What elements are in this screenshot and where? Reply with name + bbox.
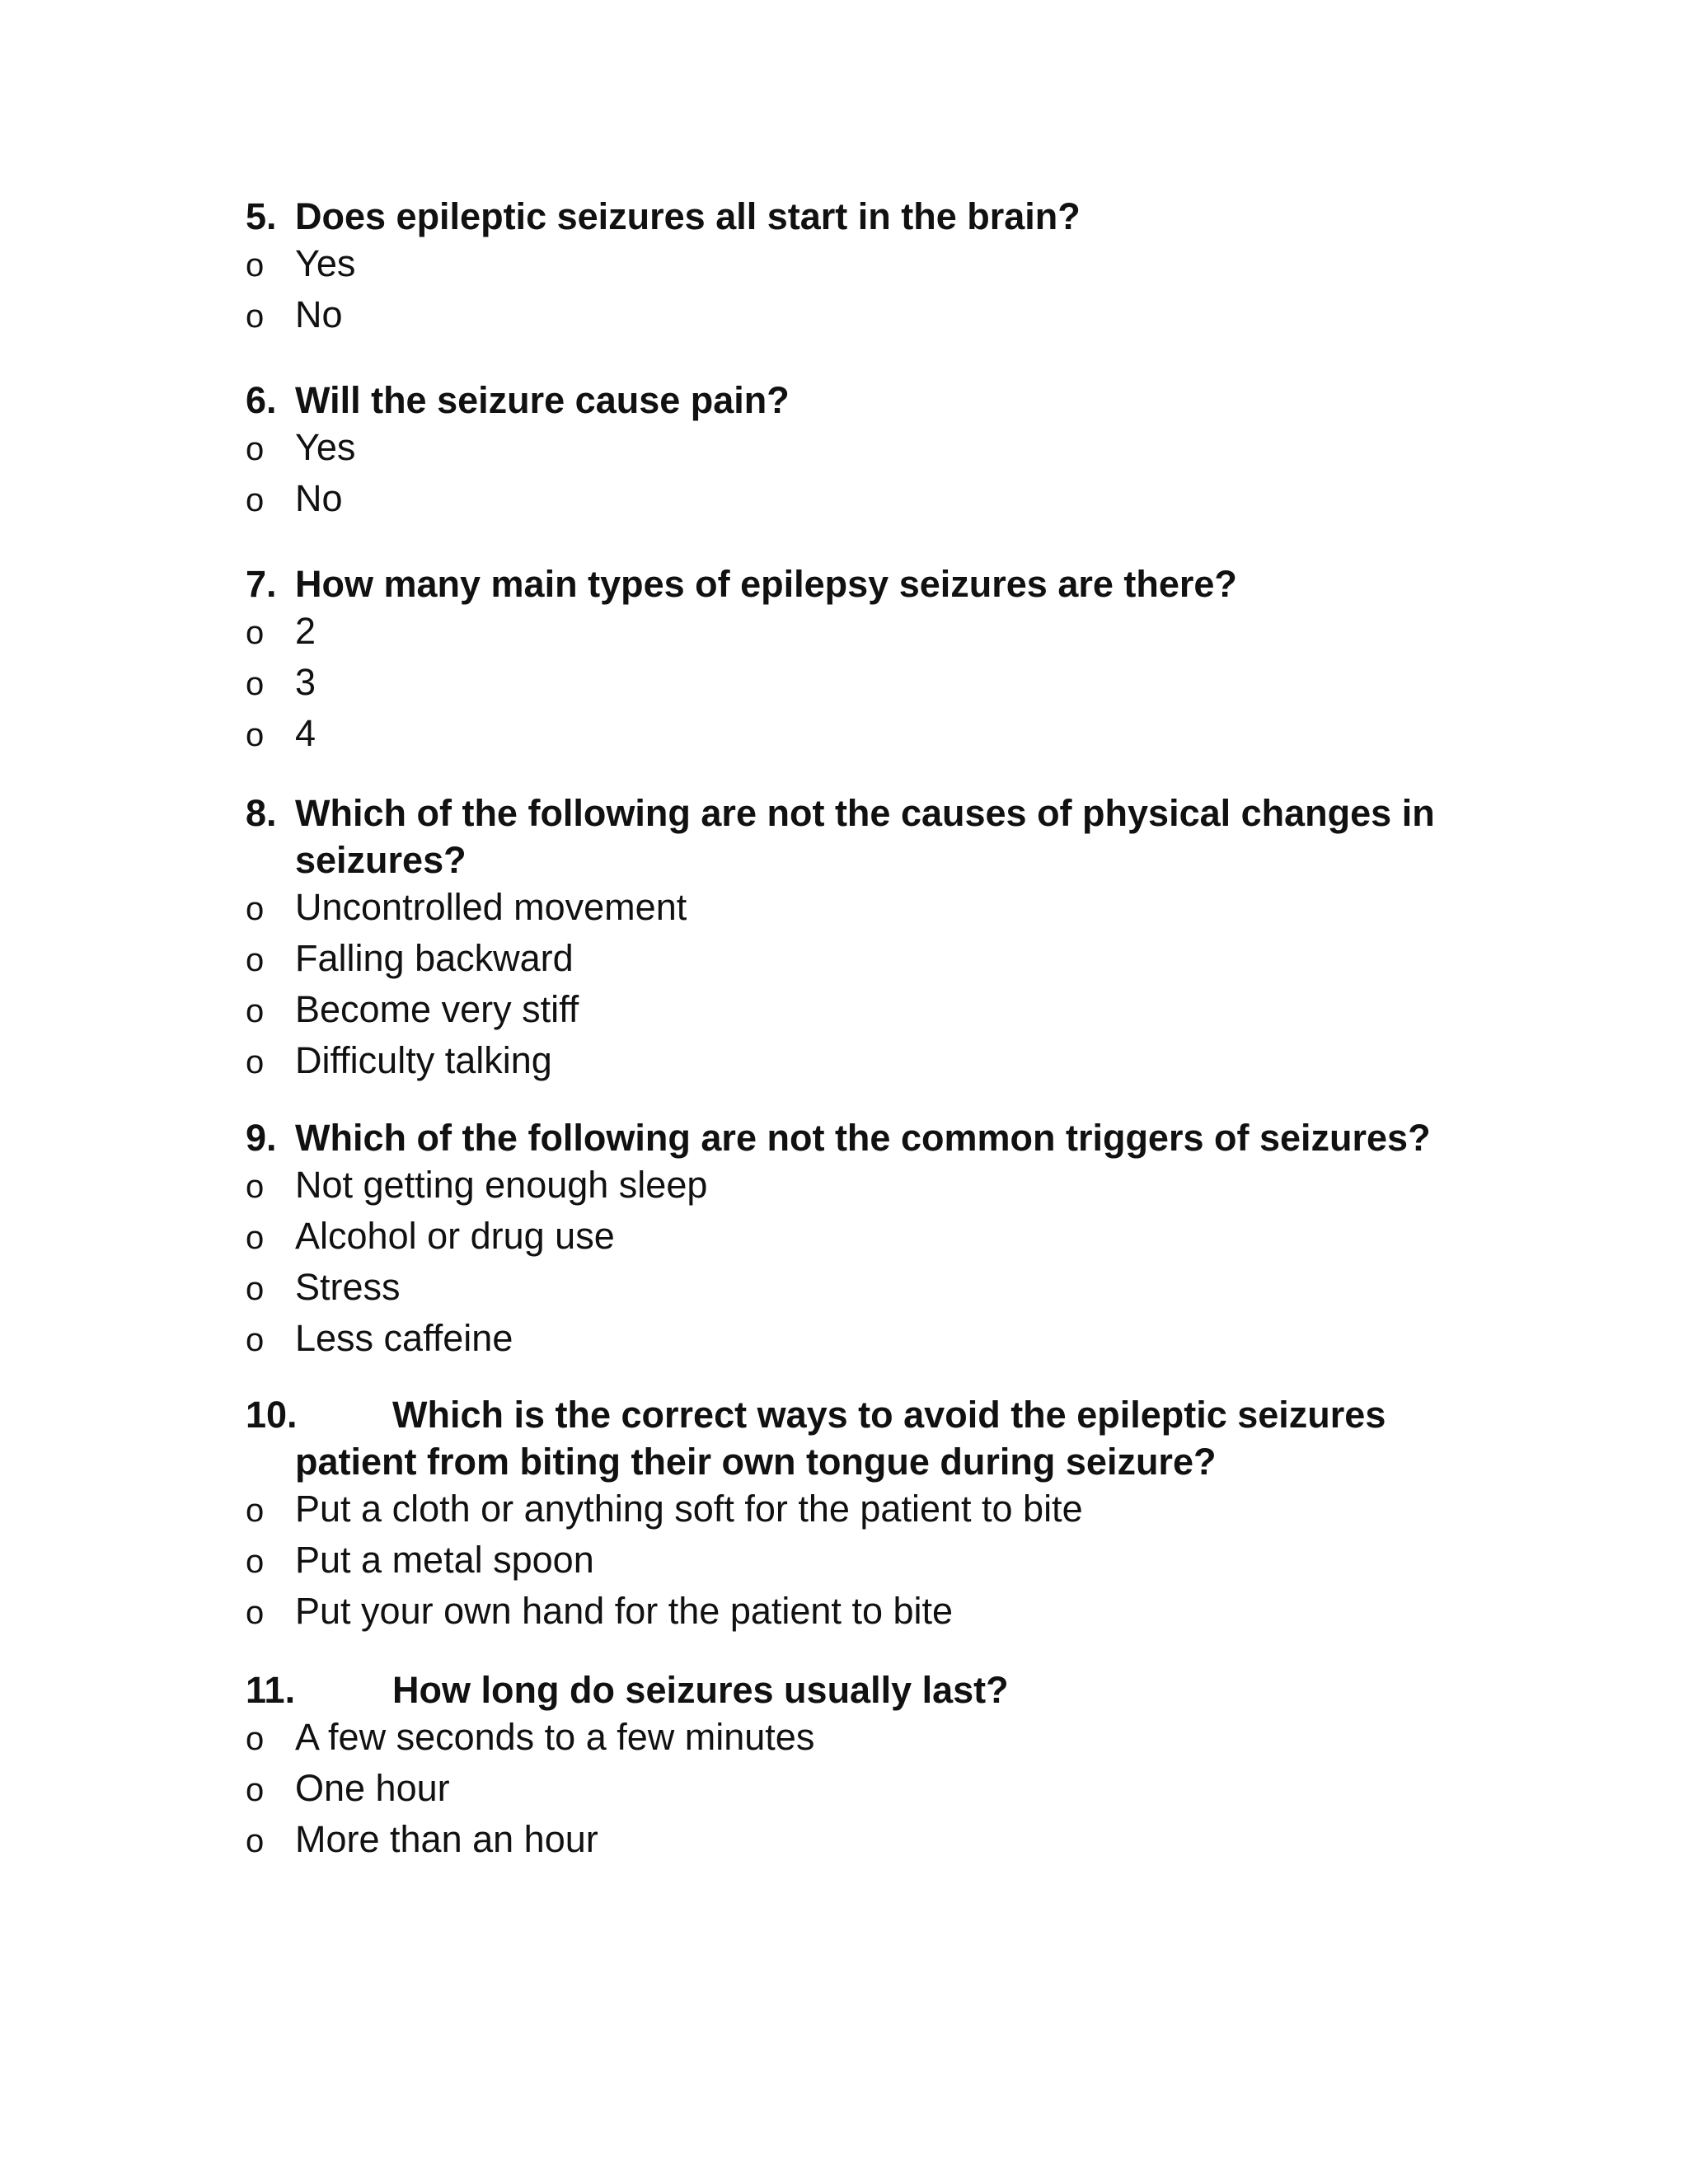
radio-bullet: o bbox=[246, 717, 265, 753]
radio-bullet: o bbox=[246, 1772, 265, 1808]
option-label: A few seconds to a few minutes bbox=[295, 1716, 815, 1758]
question-11 bbox=[246, 1666, 1482, 1867]
option-3[interactable] bbox=[246, 658, 1482, 710]
option-one-hour[interactable] bbox=[246, 1765, 1482, 1816]
option-falling-backward[interactable] bbox=[246, 935, 1482, 986]
option-cloth[interactable] bbox=[246, 1485, 1482, 1536]
question-text: Will the seizure cause pain? bbox=[295, 379, 790, 421]
option-difficulty-talking[interactable] bbox=[246, 1037, 1482, 1088]
question-text-continued: patient from biting their own tongue during seizure? bbox=[295, 1441, 1217, 1483]
option-label: Put your own hand for the patient to bite bbox=[295, 1590, 954, 1632]
radio-bullet: o bbox=[246, 615, 265, 651]
radio-bullet: o bbox=[246, 1595, 265, 1631]
radio-bullet: o bbox=[246, 993, 265, 1029]
option-label: Difficulty talking bbox=[295, 1039, 552, 1081]
question-7 bbox=[246, 560, 1482, 761]
question-heading bbox=[246, 790, 1482, 837]
question-number: 11. bbox=[246, 1669, 296, 1711]
radio-bullet: o bbox=[246, 1220, 265, 1256]
option-label: 2 bbox=[295, 610, 316, 652]
option-alcohol-drug-use[interactable] bbox=[246, 1212, 1482, 1263]
question-number: 10. bbox=[246, 1394, 298, 1436]
option-no[interactable] bbox=[246, 291, 1482, 342]
option-2[interactable] bbox=[246, 607, 1482, 658]
question-heading bbox=[246, 1391, 1482, 1438]
question-heading bbox=[246, 560, 1482, 607]
question-8 bbox=[246, 790, 1482, 1088]
option-label: Yes bbox=[295, 426, 356, 468]
option-uncontrolled-movement[interactable] bbox=[246, 883, 1482, 935]
option-label: Put a cloth or anything soft for the patient to bite bbox=[295, 1488, 1083, 1530]
question-heading bbox=[246, 1666, 1482, 1713]
question-text-continued: seizures? bbox=[295, 839, 467, 881]
option-less-caffeine[interactable] bbox=[246, 1315, 1482, 1366]
option-no[interactable] bbox=[246, 475, 1482, 526]
question-number: 5. bbox=[246, 195, 277, 237]
option-label: Yes bbox=[295, 242, 356, 284]
radio-bullet: o bbox=[246, 1823, 265, 1859]
option-label: More than an hour bbox=[295, 1818, 598, 1860]
radio-bullet: o bbox=[246, 942, 265, 978]
option-stress[interactable] bbox=[246, 1263, 1482, 1315]
question-heading bbox=[246, 1114, 1482, 1161]
option-label: No bbox=[295, 477, 343, 519]
radio-bullet: o bbox=[246, 431, 265, 467]
question-text: How many main types of epilepsy seizures are there? bbox=[295, 563, 1237, 605]
radio-bullet: o bbox=[246, 298, 265, 335]
option-label: Become very stiff bbox=[295, 988, 579, 1030]
radio-bullet: o bbox=[246, 1322, 265, 1358]
option-label: Falling backward bbox=[295, 937, 574, 979]
question-number: 6. bbox=[246, 379, 277, 421]
question-6 bbox=[246, 377, 1482, 526]
radio-bullet: o bbox=[246, 1544, 265, 1580]
question-number: 8. bbox=[246, 792, 277, 834]
option-4[interactable] bbox=[246, 710, 1482, 761]
option-label: Put a metal spoon bbox=[295, 1539, 594, 1581]
question-text: Which is the correct ways to avoid the epileptic seizures bbox=[392, 1394, 1386, 1436]
question-text: Which of the following are not the common triggers of seizures? bbox=[295, 1117, 1431, 1159]
option-metal-spoon[interactable] bbox=[246, 1536, 1482, 1587]
question-10 bbox=[246, 1391, 1482, 1638]
option-few-seconds-minutes[interactable] bbox=[246, 1713, 1482, 1765]
radio-bullet: o bbox=[246, 247, 265, 284]
question-heading bbox=[246, 377, 1482, 424]
radio-bullet: o bbox=[246, 666, 265, 702]
question-text: Does epileptic seizures all start in the brain? bbox=[295, 195, 1081, 237]
option-label: One hour bbox=[295, 1767, 450, 1809]
question-9 bbox=[246, 1114, 1482, 1366]
option-label: No bbox=[295, 293, 343, 335]
question-5 bbox=[246, 193, 1482, 342]
option-label: Uncontrolled movement bbox=[295, 886, 687, 928]
option-label: 4 bbox=[295, 712, 316, 754]
option-own-hand[interactable] bbox=[246, 1587, 1482, 1638]
option-more-than-hour[interactable] bbox=[246, 1816, 1482, 1867]
radio-bullet: o bbox=[246, 1271, 265, 1307]
option-yes[interactable] bbox=[246, 240, 1482, 291]
option-label: Stress bbox=[295, 1266, 401, 1308]
radio-bullet: o bbox=[246, 482, 265, 518]
radio-bullet: o bbox=[246, 1721, 265, 1757]
option-label: 3 bbox=[295, 661, 316, 703]
question-number: 9. bbox=[246, 1117, 277, 1159]
radio-bullet: o bbox=[246, 891, 265, 927]
option-label: Not getting enough sleep bbox=[295, 1164, 708, 1206]
question-heading bbox=[246, 193, 1482, 240]
question-text: Which of the following are not the causes of physical changes in bbox=[295, 792, 1435, 834]
radio-bullet: o bbox=[246, 1493, 265, 1529]
question-text: How long do seizures usually last? bbox=[392, 1669, 1009, 1711]
radio-bullet: o bbox=[246, 1169, 265, 1205]
option-label: Less caffeine bbox=[295, 1317, 513, 1359]
option-yes[interactable] bbox=[246, 424, 1482, 475]
question-number: 7. bbox=[246, 563, 277, 605]
option-not-enough-sleep[interactable] bbox=[246, 1161, 1482, 1212]
option-become-very-stiff[interactable] bbox=[246, 986, 1482, 1037]
radio-bullet: o bbox=[246, 1044, 265, 1080]
option-label: Alcohol or drug use bbox=[295, 1215, 615, 1257]
